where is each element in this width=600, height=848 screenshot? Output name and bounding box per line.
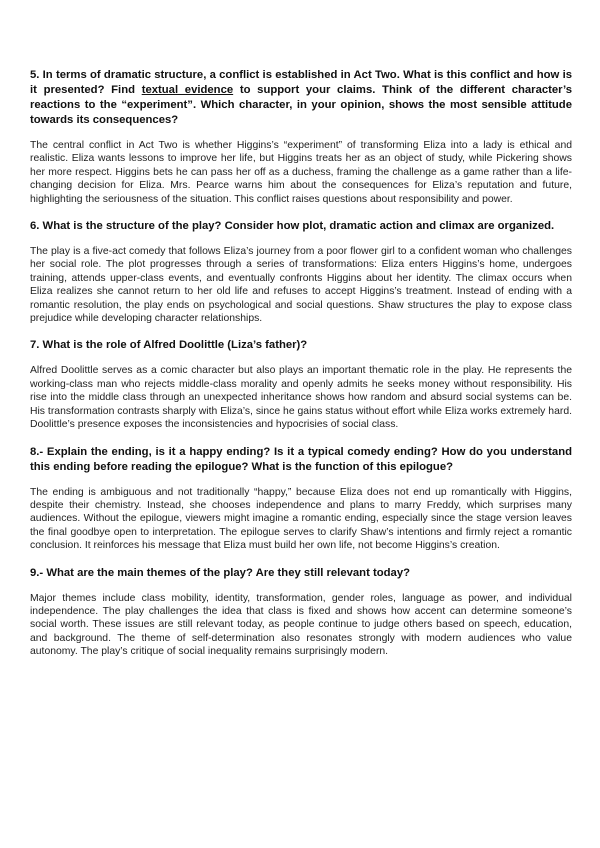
question-9: 9.- What are the main themes of the play? Are they still relevant today? bbox=[30, 566, 411, 579]
question-5-underlined-text: textual evidence bbox=[141, 84, 234, 96]
answer-6: The play is a five-act comedy that follows Eliza’s journey from a poor flower girl to a confident woman who challenges her social role. The plot progresses through a series of transformations: Eliza enters Higgins’s home, undergoes training, attends upper-class events, and eventually confronts Higgins about her identity. The climax occurs when Eliza realizes she cannot return to her old life and refuses to accept Higgins’s treatment. Instead of ending with a romantic resolution, the play ends on psychological and social questions. Shaw structures the play to expose class prejudice while developing character relationships. bbox=[30, 246, 572, 325]
question-8-section bbox=[30, 445, 572, 553]
question-5-section bbox=[30, 68, 572, 206]
question-5-text-end: to support your claims. Think of the different character’s reactions to the “experiment”. Which character, in your opinion, shows the most sensible attitude towards its consequences? bbox=[30, 84, 572, 126]
answer-9: Major themes include class mobility, identity, transformation, gender roles, language as power, and individual independence. The play challenges the idea that class is fixed and shows how accent can determine someone’s social worth. These issues are still relevant today, as people continue to judge others based on speech, education, and background. The theme of self-determination also resonates strongly with modern audiences who value autonomy. The play’s critique of social inequality remains surprisingly modern. bbox=[30, 592, 572, 658]
answer-7: Alfred Doolittle serves as a comic character but also plays an important thematic role in the play. He represents the working-class man who rejects middle-class morality and openly admits he seeks money without responsibility. His rise into the middle class through an unexpected inheritance shows how random and absurd social systems can be. His transformation contrasts sharply with Eliza’s, since he gains status without effort while Eliza works extremely hard. Doolittle’s presence exposes the inconsistencies and hypocrisies of social class. bbox=[30, 365, 572, 431]
answer-8: The ending is ambiguous and not traditionally “happy,” because Eliza does not end up romantically with Higgins, despite their chemistry. Instead, she chooses independence and plans to marry Freddy, which surprises many audiences. Without the epilogue, viewers might imagine a romantic ending, especially since the stage version leaves the final goodbye open to interpretation. The epilogue serves to clarify Shaw’s intentions and firmly reject a romantic conclusion. It reinforces his message that Eliza must build her own life, not become Higgins’s creation. bbox=[30, 486, 572, 552]
question-7: 7. What is the role of Alfred Doolittle (Liza’s father)? bbox=[30, 339, 308, 352]
answer-5: The central conflict in Act Two is whether Higgins’s “experiment” of transforming Eliza into a lady is ethical and realistic. Eliza wants lessons to improve her life, but Higgins treats her as an object of study, while Pickering shows her more respect. Higgins bets he can pass her off as a duchess, framing the challenge as a game rather than a life-changing decision for Eliza. Mrs. Pearce warns him about the consequences for Eliza’s reputation and future, highlighting the seriousness of the situation. This conflict raises questions about responsibility and power. bbox=[30, 140, 572, 205]
question-9-section bbox=[30, 566, 572, 659]
question-5-text-start: 5. In terms of dramatic structure, a conflict is established in Act Two. What is this conflict and how is it presented? Find bbox=[30, 69, 572, 96]
question-5 bbox=[30, 68, 572, 128]
document-page bbox=[30, 68, 572, 672]
question-7-section bbox=[30, 338, 572, 431]
question-6-section bbox=[30, 219, 572, 325]
question-8: 8.- Explain the ending, is it a happy ending? Is it a typical comedy ending? How do you understand this ending before reading the epilogue? What is the function of this epilogue? bbox=[30, 445, 572, 473]
question-6: 6. What is the structure of the play? Consider how plot, dramatic action and climax are organized. bbox=[30, 220, 555, 233]
